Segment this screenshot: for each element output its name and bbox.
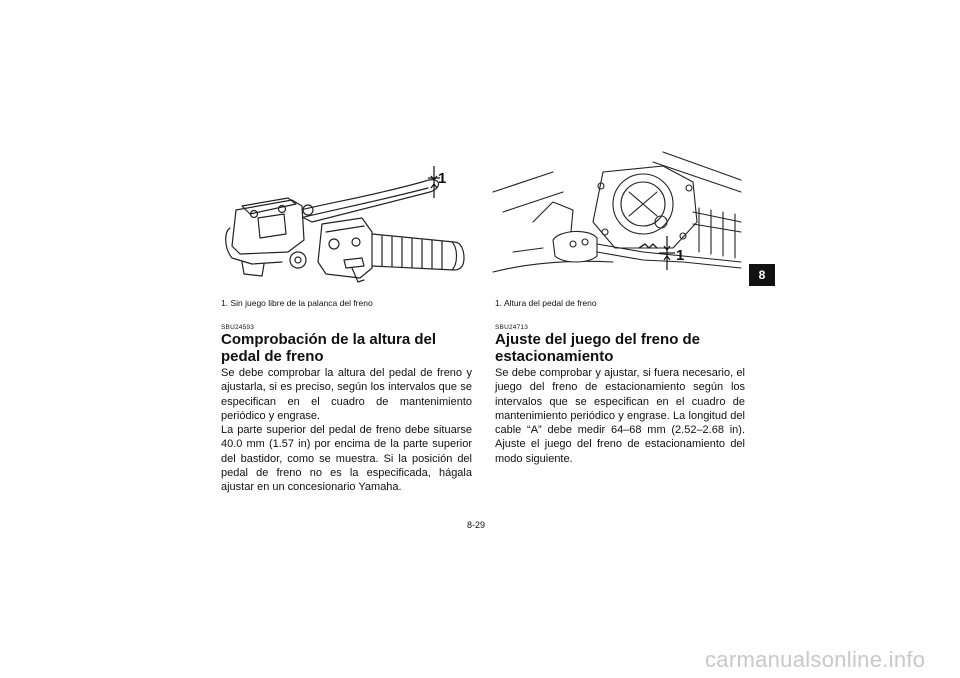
left-callout-number: 1	[438, 170, 447, 187]
brake-lever-illustration	[222, 162, 472, 287]
left-paragraph-1: Se debe comprobar la altura del pedal de freno y ajustarla, si es preciso, según los intervalos que se especifican en el cuadro de mantenimiento periódico y engrase.	[221, 367, 472, 422]
section-tab: 8	[749, 264, 775, 286]
right-paragraph-1: Se debe comprobar y ajustar, si fuera necesario, el juego del freno de estacionamiento según los intervalos que se especifican en el cuadro de mantenimiento periódico y engrase. La longitud del cable “A” debe medir 64–68 mm (2.52–2.68 in). Ajuste el juego del freno de estacionamiento del modo siguiente.	[495, 367, 745, 465]
right-figure-caption: 1. Altura del pedal de freno	[495, 298, 597, 308]
left-paragraph-2: La parte superior del pedal de freno debe situarse 40.0 mm (1.57 in) por encima de la parte superior del bastidor, como se muestra. Si la posición del pedal de freno no es la especificada, hágala ajustar en un concesionario Yamaha.	[221, 424, 472, 494]
page-number: 8-29	[467, 520, 486, 530]
left-figure-caption: 1. Sin juego libre de la palanca del freno	[221, 298, 373, 308]
right-heading: Ajuste del juego del freno de estacionamiento	[495, 331, 701, 365]
brake-pedal-illustration	[493, 152, 743, 292]
left-section-code: SBU24593	[221, 324, 255, 331]
right-section-code: SBU24713	[495, 324, 529, 331]
right-body	[495, 366, 745, 466]
right-callout-number: 1	[676, 247, 685, 264]
left-heading: Comprobación de la altura del pedal de freno	[221, 331, 437, 365]
left-body	[221, 366, 472, 495]
watermark-text: carmanualsonline.info	[705, 647, 926, 672]
